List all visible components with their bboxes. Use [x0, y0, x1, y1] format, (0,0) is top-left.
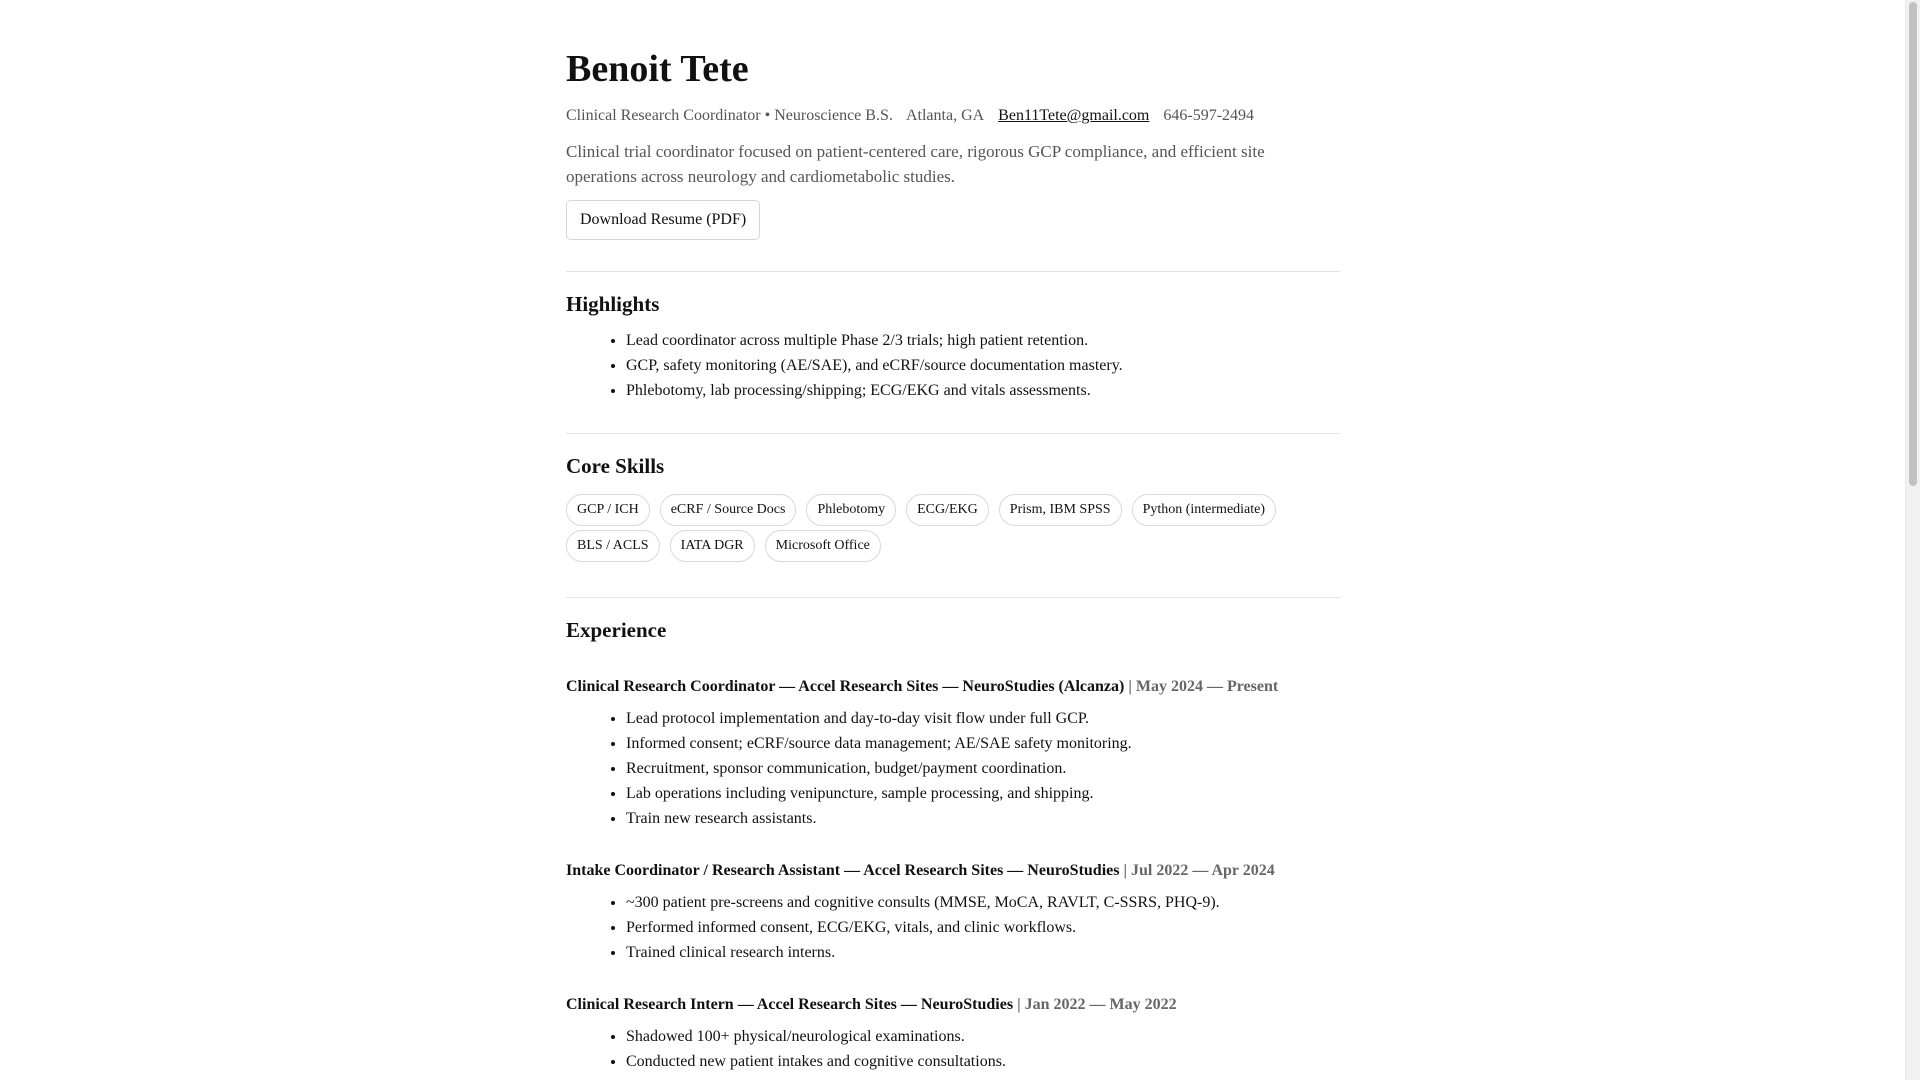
job-dates: | Jul 2022 — Apr 2024: [1119, 862, 1275, 879]
location: Atlanta, GA: [905, 107, 985, 124]
job-entry: [566, 677, 1340, 831]
job-heading: [566, 677, 1340, 697]
list-item: • Lead coordinator across multiple Phase 2/3 trials; high patient retention.: [626, 328, 1340, 353]
skill-chip: ECG/EKG: [906, 494, 989, 526]
skills-section: [566, 433, 1340, 566]
skill-chip: Microsoft Office: [765, 530, 881, 562]
job-heading: [566, 861, 1340, 881]
highlights-list: [566, 328, 1340, 403]
list-item: • Phlebotomy, lab processing/shipping; ECG/EKG and vitals assessments.: [626, 378, 1340, 403]
job-title: Clinical Research Intern — Accel Research Sites — NeuroStudies: [566, 996, 1014, 1013]
job-title: Clinical Research Coordinator — Accel Research Sites — NeuroStudies (Alcanza): [566, 678, 1125, 695]
job-bullets: [566, 890, 1340, 965]
list-item: • Shadowed 100+ physical/neurological examinations.: [626, 1024, 1340, 1049]
list-item: • Lead protocol implementation and day-to-day visit flow under full GCP.: [626, 706, 1340, 731]
contact-line: [566, 106, 1340, 126]
resume-page: [566, 0, 1340, 1074]
list-item: • Performed informed consent, ECG/EKG, vitals, and clinic workflows.: [626, 915, 1340, 940]
download-resume-button[interactable]: Download Resume (PDF): [566, 200, 760, 240]
list-item: • Informed consent; eCRF/source data management; AE/SAE safety monitoring.: [626, 731, 1340, 756]
section-title-experience: Experience: [566, 618, 667, 642]
skill-chip: Phlebotomy: [806, 494, 896, 526]
skill-chip: eCRF / Source Docs: [660, 494, 797, 526]
job-dates: | Jan 2022 — May 2022: [1013, 996, 1177, 1013]
job-heading: [566, 995, 1340, 1015]
job-bullets: [566, 706, 1340, 831]
list-item: • ~300 patient pre-screens and cognitive consults (MMSE, MoCA, RAVLT, C-SSRS, PHQ-9).: [626, 890, 1340, 915]
tagline: Clinical Research Coordinator • Neuroscience B.S.: [566, 107, 893, 124]
job-entry: [566, 995, 1340, 1074]
job-title: Intake Coordinator / Research Assistant — Accel Research Sites — NeuroStudies: [566, 862, 1120, 879]
summary: Clinical trial coordinator focused on patient-centered care, rigorous GCP compliance, and efficient site operations across neurology and cardiometabolic studies.: [566, 142, 1265, 186]
experience-section: [566, 597, 1340, 1074]
list-item: • Recruitment, sponsor communication, budget/payment coordination.: [626, 756, 1340, 781]
skills-chip-list: [566, 494, 1340, 566]
list-item: • Lab operations including venipuncture, sample processing, and shipping.: [626, 781, 1340, 806]
job-entry: [566, 861, 1340, 965]
job-bullets: [566, 1024, 1340, 1074]
phone: 646-597-2494: [1163, 107, 1255, 124]
scrollbar-thumb[interactable]: [1909, 2, 1917, 486]
skill-chip: IATA DGR: [670, 530, 755, 562]
list-item: • Trained clinical research interns.: [626, 940, 1340, 965]
email-link[interactable]: Ben11Tete@gmail.com: [998, 107, 1150, 124]
vertical-scrollbar[interactable]: [1905, 0, 1920, 1080]
skill-chip: GCP / ICH: [566, 494, 650, 526]
skill-chip: Prism, IBM SPSS: [999, 494, 1122, 526]
job-dates: | May 2024 — Present: [1124, 678, 1279, 695]
section-title-highlights: Highlights: [566, 292, 660, 316]
list-item: • Conducted new patient intakes and cognitive consultations.: [626, 1049, 1340, 1074]
section-title-skills: Core Skills: [566, 454, 665, 478]
list-item: • Train new research assistants.: [626, 806, 1340, 831]
page-title: Benoit Tete: [566, 48, 749, 90]
skill-chip: Python (intermediate): [1132, 494, 1276, 526]
skill-chip: BLS / ACLS: [566, 530, 660, 562]
list-item: • GCP, safety monitoring (AE/SAE), and eCRF/source documentation mastery.: [626, 353, 1340, 378]
highlights-section: [566, 271, 1340, 403]
